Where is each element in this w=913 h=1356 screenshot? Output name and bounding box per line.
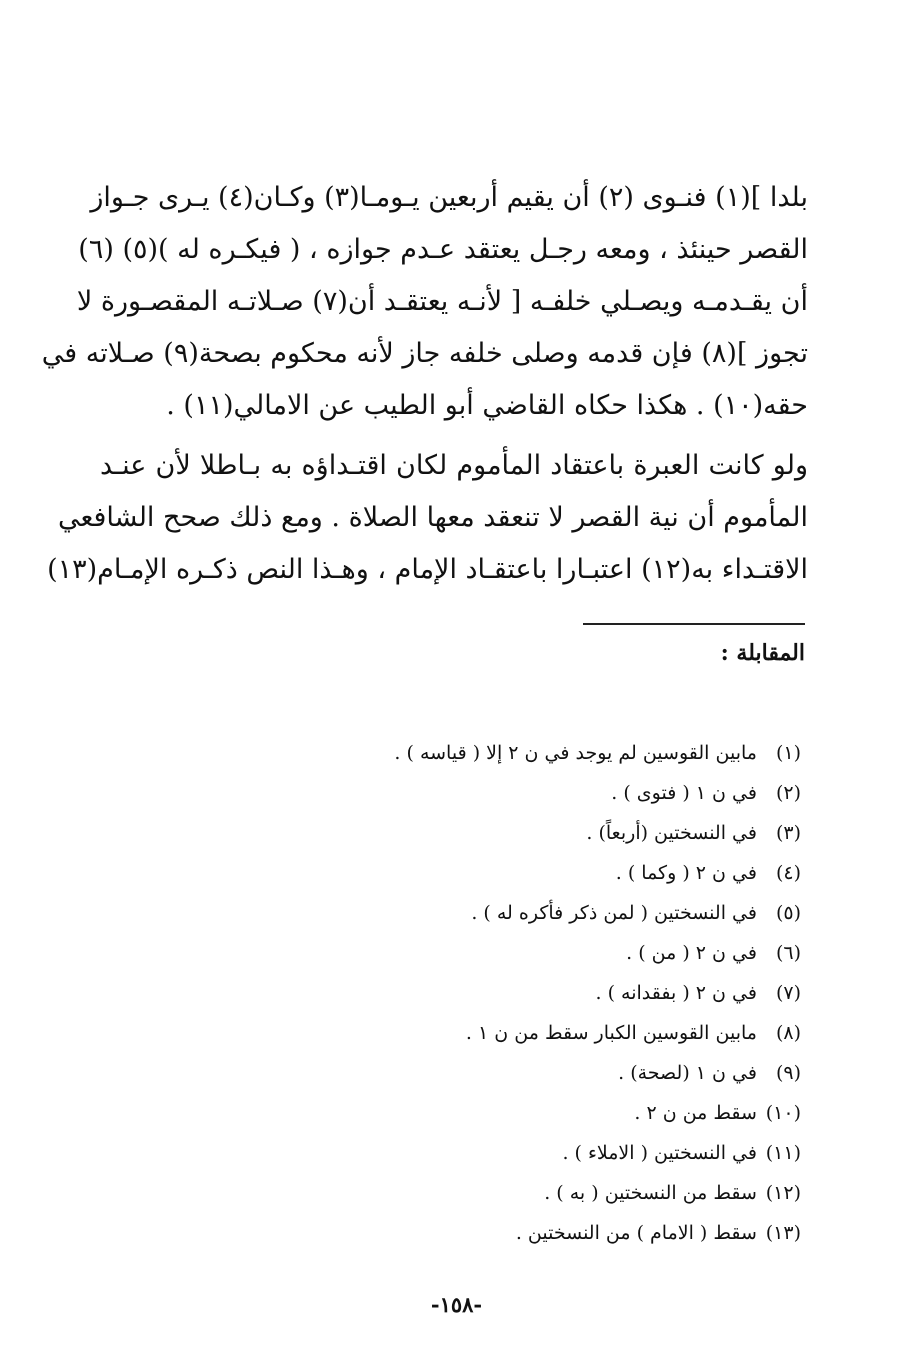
footnote-number: (٢)	[775, 782, 801, 804]
footnote-item	[281, 1213, 801, 1253]
footnote-item	[281, 973, 801, 1013]
footnote-number: (٧)	[775, 982, 801, 1004]
body-paragraph-1	[41, 172, 808, 432]
body-line: القصر حينئذ ، ومعه رجـل يعتقد عـدم جوازه ، ( فيكـره له )(٥) (٦)	[78, 234, 808, 265]
footnote-item	[281, 1053, 801, 1093]
footnote-text: في النسختين ( الاملاء ) .	[562, 1142, 757, 1164]
footnote-item	[281, 1093, 801, 1133]
footnote-text: في النسختين (أربعاً) .	[586, 822, 757, 844]
footnote-text: في ن ٢ ( من ) .	[626, 942, 757, 964]
footnote-number: (٦)	[775, 942, 801, 964]
footnote-text: في ن ٢ ( بفقدانه ) .	[595, 982, 757, 1004]
footnote-text: سقط من ن ٢ .	[634, 1102, 757, 1124]
footnote-text: مابين القوسين لم يوجد في ن ٢ إلا ( قياسه ) .	[394, 742, 757, 764]
footnote-text: سقط من النسختين ( به ) .	[544, 1182, 757, 1204]
footnotes-list	[281, 733, 801, 1253]
footnote-number: (١٠)	[765, 1102, 801, 1124]
body-line: المأموم أن نية القصر لا تنعقد معها الصلاة . ومع ذلك صحح الشافعي	[57, 502, 808, 533]
footnote-number: (٩)	[775, 1062, 801, 1084]
body-line: حقه(١٠) . هكذا حكاه القاضي أبو الطيب عن الامالي(١١) .	[166, 390, 808, 421]
footnote-number: (١)	[775, 742, 801, 764]
page-number: -١٥٨-	[430, 1292, 483, 1317]
footnote-text: مابين القوسين الكبار سقط من ن ١ .	[465, 1022, 757, 1044]
footnote-item	[281, 893, 801, 933]
footnote-item	[281, 1173, 801, 1213]
body-line: أن يقـدمـه ويصـلي خلفـه [ لأنـه يعتقـد أن(٧) صـلاتـه المقصـورة لا	[76, 286, 808, 317]
footnote-separator	[583, 623, 805, 625]
footnote-text: سقط ( الامام ) من النسختين .	[515, 1222, 757, 1244]
footnote-text: في ن ١ (لصحة) .	[618, 1062, 757, 1084]
footnote-number: (١١)	[765, 1142, 801, 1164]
body-line: تجوز ](٨) فإن قدمه وصلى خلفه جاز لأنه محكوم بصحة(٩) صـلاته في	[41, 338, 808, 369]
footnote-item	[281, 1133, 801, 1173]
body-line: ولو كانت العبرة باعتقاد المأموم لكان اقتـداؤه به بـاطلا لأن عنـد	[100, 450, 808, 481]
footnote-text: في النسختين ( لمن ذكر فأكره له ) .	[471, 902, 757, 924]
footnote-number: (١٣)	[765, 1222, 801, 1244]
body-line: بلدا ](١) فنـوى (٢) أن يقيم أربعين يـومـا(٣) وكـان(٤) يـرى جـواز	[90, 182, 808, 213]
footnote-number: (٨)	[775, 1022, 801, 1044]
footnote-item	[281, 853, 801, 893]
footnote-number: (٣)	[775, 822, 801, 844]
footnote-number: (٥)	[775, 902, 801, 924]
footnote-item	[281, 773, 801, 813]
footnote-number: (٤)	[775, 862, 801, 884]
footnote-item	[281, 933, 801, 973]
footnote-item	[281, 813, 801, 853]
footnote-item	[281, 1013, 801, 1053]
footnote-text: في ن ٢ ( وكما ) .	[615, 862, 757, 884]
footnote-number: (١٢)	[765, 1182, 801, 1204]
footnote-item	[281, 733, 801, 773]
body-line: الاقتـداء به(١٢) اعتبـارا باعتقـاد الإمام ، وهـذا النص ذكـره الإمـام(١٣)	[47, 554, 808, 585]
footnotes-heading: المقابلة :	[720, 640, 805, 666]
body-paragraph-2	[47, 440, 808, 596]
footnote-text: في ن ١ ( فتوى ) .	[611, 782, 757, 804]
